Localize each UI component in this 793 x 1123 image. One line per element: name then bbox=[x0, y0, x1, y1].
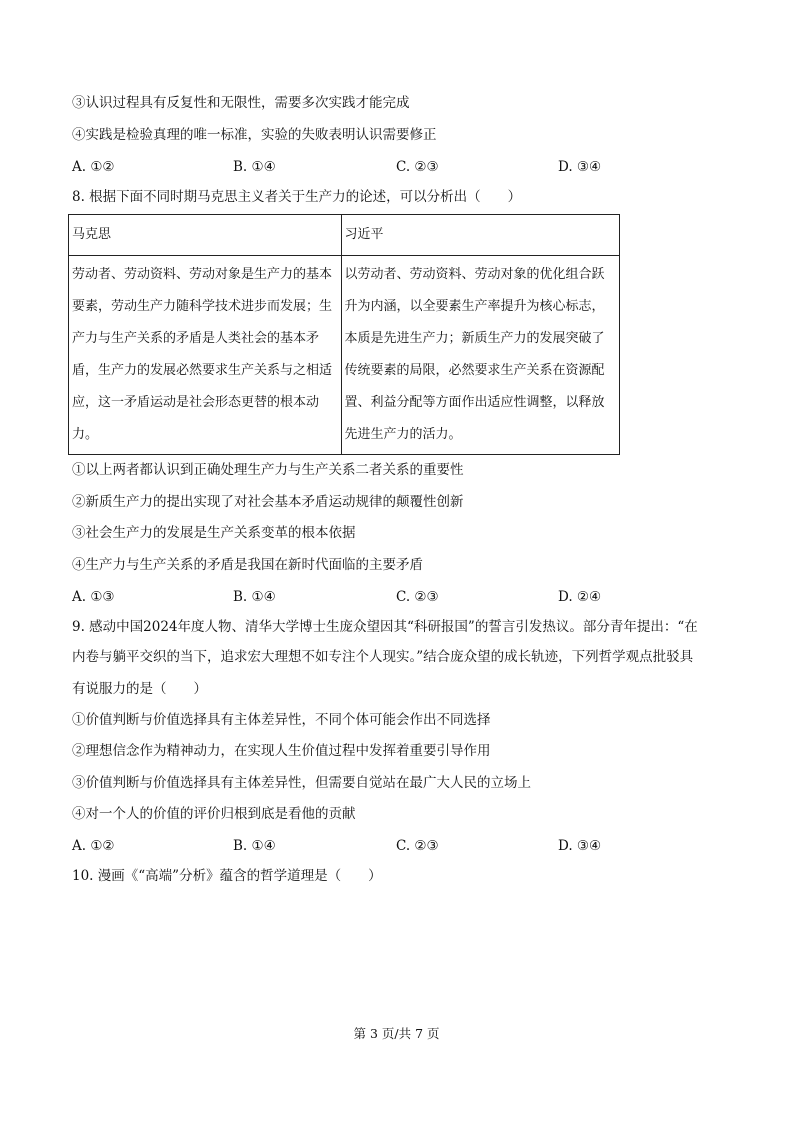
choice-c: C. ②③ bbox=[396, 838, 439, 854]
top-option-4: ④实践是检验真理的唯一标准，实验的失败表明认识需要修正 bbox=[72, 127, 437, 143]
header-xi: 习近平 bbox=[341, 215, 620, 256]
choice-a: A. ①② bbox=[72, 838, 115, 854]
table-header-row bbox=[69, 215, 620, 256]
top-option-3: ③认识过程具有反复性和无限性，需要多次实践才能完成 bbox=[72, 95, 410, 111]
q9-option-3: ③价值判断与价值选择具有主体差异性，但需要自觉站在最广大人民的立场上 bbox=[72, 775, 531, 791]
q10-stem: 10. 漫画《“高端”分析》蕴含的哲学道理是（ ） bbox=[72, 868, 382, 884]
comparison-table bbox=[68, 214, 620, 455]
choice-c: C. ②③ bbox=[396, 159, 439, 175]
q8-option-3: ③社会生产力的发展是生产关系变革的根本依据 bbox=[72, 525, 356, 541]
q8-option-1: ①以上两者都认识到正确处理生产力与生产关系二者关系的重要性 bbox=[72, 462, 464, 478]
q9-option-4: ④对一个人的价值的评价归根到底是看他的贡献 bbox=[72, 806, 356, 822]
cell-xi: 以劳动者、劳动资料、劳动对象的优化组合跃升为内涵，以全要素生产率提升为核心标志，本质是先进生产力；新质生产力的发展突破了传统要素的局限，必然要求生产关系在资源配置、利益分配等方面作出适应性调整，以释放先进生产力的活力。 bbox=[341, 256, 620, 455]
table-row bbox=[69, 256, 620, 455]
q8-option-2: ②新质生产力的提出实现了对社会基本矛盾运动规律的颠覆性创新 bbox=[72, 494, 464, 510]
choice-b: B. ①④ bbox=[233, 589, 276, 605]
page-footer: 第 3 页/共 7 页 bbox=[353, 1026, 440, 1041]
q8-stem: 8. 根据下面不同时期马克思主义者关于生产力的论述，可以分析出（ ） bbox=[72, 189, 522, 205]
q9-option-2: ②理想信念作为精神动力，在实现人生价值过程中发挥着重要引导作用 bbox=[72, 743, 491, 759]
choice-c: C. ②③ bbox=[396, 589, 439, 605]
q9-stem-line-1: 9. 感动中国2024年度人物、清华大学博士生庞众望因其“科研报国”的誓言引发热议。部分青年提出：“在 bbox=[72, 619, 698, 635]
cell-marx: 劳动者、劳动资料、劳动对象是生产力的基本要素，劳动生产力随科学技术进步而发展；生产力与生产关系的矛盾是人类社会的基本矛盾，生产力的发展必然要求生产关系与之相适应，这一矛盾运动是社会形态更替的根本动力。 bbox=[69, 256, 342, 455]
q9-stem-line-2: 内卷与躺平交织的当下，追求宏大理想不如专注个人现实。”结合庞众望的成长轨迹，下列哲学观点批驳具 bbox=[72, 649, 694, 665]
choice-d: D. ②④ bbox=[558, 589, 602, 605]
choice-d: D. ③④ bbox=[558, 838, 602, 854]
choice-d: D. ③④ bbox=[558, 159, 602, 175]
choice-a: A. ①③ bbox=[72, 589, 115, 605]
choice-a: A. ①② bbox=[72, 159, 115, 175]
choice-b: B. ①④ bbox=[233, 838, 276, 854]
q9-stem-line-3: 有说服力的是（ ） bbox=[72, 681, 207, 697]
choice-b: B. ①④ bbox=[233, 159, 276, 175]
q9-option-1: ①价值判断与价值选择具有主体差异性，不同个体可能会作出不同选择 bbox=[72, 712, 491, 728]
header-marx: 马克思 bbox=[69, 215, 342, 256]
q8-option-4: ④生产力与生产关系的矛盾是我国在新时代面临的主要矛盾 bbox=[72, 557, 423, 573]
